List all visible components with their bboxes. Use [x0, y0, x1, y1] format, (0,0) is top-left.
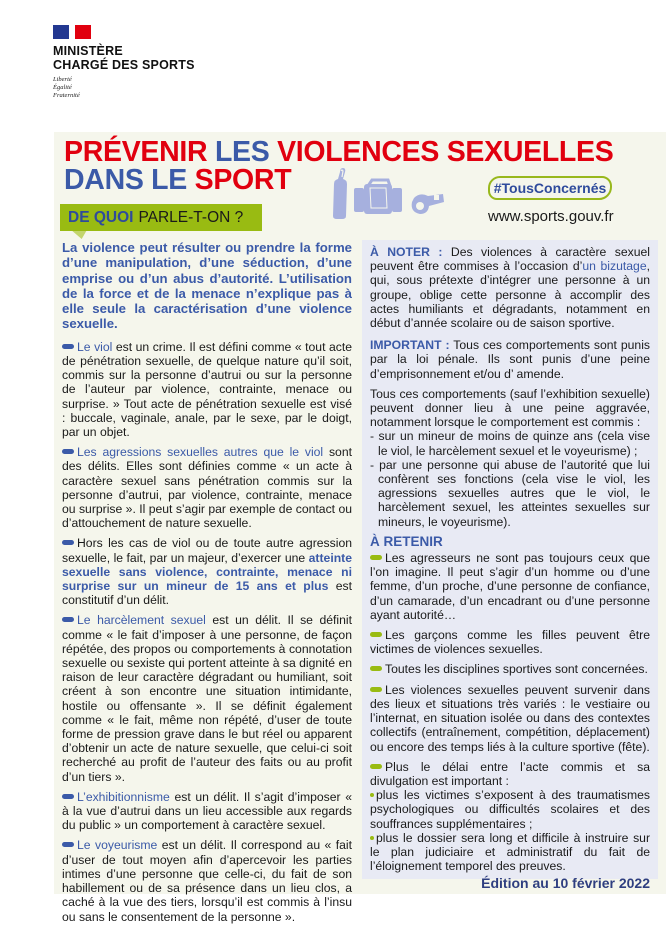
aggravated-intro: Tous ces comportements (sauf l’exhibition sexuelle) peuvent donner lieu à une peine aggravée, notamment lorsque le comportement est commis : [370, 386, 650, 430]
definition-text: est constitutif d’un délit. [62, 579, 352, 608]
definition-agressions-sexuelles [62, 445, 352, 530]
term-voyeurisme: Le voyeurisme [77, 838, 158, 853]
term-exhibitionnisme: L’exhibitionnisme [77, 789, 170, 804]
definition-voyeurisme [62, 838, 352, 923]
website-link[interactable]: www.sports.gouv.fr [488, 208, 614, 225]
term-atteinte-sexuelle: atteinte sexuelle sans violence, contrainte, menace ni surprise sur un mineur de 15 ans et plus [62, 550, 352, 594]
retenir-item [370, 551, 650, 622]
retenir-item [370, 628, 650, 656]
retenir-item [370, 683, 650, 754]
retenir-text: Toutes les disciplines sportives sont concernées. [385, 662, 648, 677]
retenir-sub-item [370, 788, 650, 831]
motto-egalite: Égalité [53, 84, 72, 91]
flyer-card [54, 132, 666, 924]
green-bullet-icon [370, 666, 382, 671]
ministry-logo [53, 25, 195, 100]
retenir-sub-text: plus les victimes s’exposent à des traumatismes psychologiques ou difficultés scolaires et des souffrances supplémentaires ; [370, 788, 650, 831]
important-label: IMPORTANT : [370, 338, 450, 353]
green-bullet-icon [370, 555, 382, 560]
sports-illustration [330, 166, 448, 220]
retenir-item [370, 760, 650, 788]
retenir-text: Les garçons comme les filles peuvent être victimes de violences sexuelles. [370, 628, 650, 657]
term-bizutage: un bizutage [582, 259, 647, 274]
important-paragraph [370, 338, 650, 381]
subhead-bold: DE QUOI [68, 208, 134, 226]
motto-liberte: Liberté [53, 76, 72, 83]
term-harcelement: Le harcèlement sexuel [77, 613, 206, 628]
definition-viol [62, 340, 352, 439]
blue-bullet-icon [62, 449, 74, 454]
blue-bullet-icon [62, 344, 74, 349]
retenir-item [370, 662, 650, 676]
intro-paragraph: La violence peut résulter ou prendre la forme d’une manipulation, d’une séduction, d’une emprise ou d’un abus d’autorité. L’utilisation de la force et de la menace n’explique pas à elle seule la caractérisation d’une violence sexuelle. [62, 240, 352, 332]
note-paragraph [370, 245, 650, 330]
definition-text: Hors les cas de viol ou de toute autre agression sexuelle, le fait, par un majeur, d’exercer une [62, 536, 352, 565]
ministry-line-2: CHARGÉ DES SPORTS [53, 58, 195, 72]
ministry-line-1: MINISTÈRE [53, 44, 123, 58]
title-word-prevenir: PRÉVENIR [64, 136, 208, 168]
retenir-text: Les violences sexuelles peuvent survenir dans des lieux et situations très variés : le vestiaire ou l’internat, en situation isolée ou dans des contextes collectifs (entraînement, compétition, déplacement) ou encore des temps liés à la culture sportive (fête). [370, 682, 650, 754]
blue-bullet-icon [62, 842, 74, 847]
title-words-violences: VIOLENCES SEXUELLES [277, 136, 614, 168]
blue-bullet-icon [62, 794, 74, 799]
edition-date: Édition au 10 février 2022 [481, 875, 650, 891]
sports-bag-icon [354, 180, 402, 214]
french-flag-icon [53, 25, 91, 39]
motto-fraternite: Fraternité [53, 92, 80, 99]
retenir-text: Les agresseurs ne sont pas toujours ceux que l’on imagine. Il peut s’agir d’un homme ou d’une femme, d’un proche, d’une personne de confiance, d’un camarade, d’un encadrant ou d’une personne ayant autorité… [370, 551, 650, 622]
definition-text: est un délit. Il s’agit d’imposer « à la vue d’autrui dans un lieu accessible aux regards du public » un comportement à caractère sexuel. [62, 789, 352, 833]
term-viol: Le viol [77, 339, 113, 354]
ministry-name [53, 44, 195, 72]
retenir-sub-item [370, 831, 650, 874]
green-dot-icon [370, 793, 374, 797]
aggravated-item: - par une personne qui abuse de l’autorité que lui confèrent ses fonctions (cela vise le viol, les agressions sexuelles autres que le viol, le harcèlement sexuel, les atteintes sexuelles sur mineurs, le voyeurisme). [370, 457, 650, 529]
definition-text: est un délit. Il se définit comme « le fait d’imposer à une personne, de façon répétée, des propos ou comportements à connotation sexuelle ou sexiste qui portent atteinte à sa dignité en raison de leur caractère dégradant ou humiliant, soit créent à son encontre une situation intimidante, hostile ou offensante ». Il se définit également comme « le fait, même non répété, d’user de toute forme de pression grave dans le but réel ou apparent d’obtenir un acte de nature sexuelle, que celui-ci soit recherché au profit de l’auteur des faits ou au profit d’un tiers ». [62, 613, 352, 784]
note-text: , qui, sous prétexte d’intégrer une personne à un groupe, oblige cette personne à accomplir des actes humiliants et dégradants, notamment en début d’année scolaire ou de saison sportive. [370, 259, 650, 331]
definition-text: est un délit. Il correspond au « fait d’user de tout moyen afin d’apercevoir les parties intimes d’une personne que celle-ci, du fait de son habillement ou de sa présence dans un lieu clos, a caché à la vue des tiers, lorsqu’il est commis à l’insu ou sans le consentement de la personne ». [62, 838, 352, 924]
retenir-sub-text: plus le dossier sera long et difficile à instruire sur le plan judiciaire et administratif du fait de l’éloignement temporel des preuves. [370, 830, 650, 874]
green-dot-icon [370, 836, 374, 840]
definition-harcelement [62, 613, 352, 783]
left-column [62, 240, 352, 930]
title-word-sport: SPORT [194, 164, 292, 196]
note-label: À NOTER : [370, 245, 443, 259]
definition-exhibitionnisme [62, 790, 352, 833]
aggravated-item: - sur un mineur de moins de quinze ans (cela vise le viol, le harcèlement sexuel et le voyeurisme) ; [370, 429, 650, 458]
retenir-text: Plus le délai entre l’acte commis et sa divulgation est important : [370, 759, 650, 788]
blue-bullet-icon [62, 540, 74, 545]
whistle-icon [412, 194, 444, 214]
title-words-dans-le: DANS LE [64, 164, 187, 196]
definition-atteinte-sexuelle [62, 536, 352, 607]
water-bottle-icon [333, 168, 347, 219]
note-text: Des violences à caractère sexuel peuvent être commises à l’occasion d’ [370, 245, 650, 274]
blue-bullet-icon [62, 617, 74, 622]
term-agressions: Les agressions sexuelles autres que le viol [77, 445, 324, 460]
info-box [362, 240, 658, 879]
right-column [362, 240, 658, 879]
hashtag-badge: #TousConcernés [488, 176, 612, 200]
definition-text: sont des délits. Elles sont définies comme « un acte à caractère sexuel sans pénétration commis sur la personne d’autrui, par violence, contrainte, menace ou surprise ». Il peut s’agir par exemple de contact ou d’attouchement de nature sexuelle. [62, 445, 352, 531]
speech-bubble-tail [68, 231, 87, 239]
green-bullet-icon [370, 764, 382, 769]
section-heading-a-retenir: À RETENIR [370, 533, 443, 549]
title-word-les: LES [214, 136, 270, 168]
green-bullet-icon [370, 632, 382, 637]
definition-text: est un crime. Il est défini comme « tout acte de pénétration sexuelle, de quelque nature qu’il soit, commis sur la personne d’autrui ou sur la personne de l’auteur par violence, contrainte, menace ou surprise. » Tout acte de pénétration sexuelle est visé : buccale, vaginale, anale, par le sexe, par le doigt, par un objet. [62, 339, 353, 439]
subhead-rest: PARLE-T-ON ? [138, 208, 244, 226]
green-bullet-icon [370, 687, 382, 692]
section-heading-de-quoi-parle-t-on [60, 204, 262, 231]
republic-motto [53, 76, 195, 100]
important-text: Tous ces comportements sont punis par la loi pénale. Ils sont punis d’une peine d’emprisonnement et/ou d’ amende. [370, 338, 650, 381]
